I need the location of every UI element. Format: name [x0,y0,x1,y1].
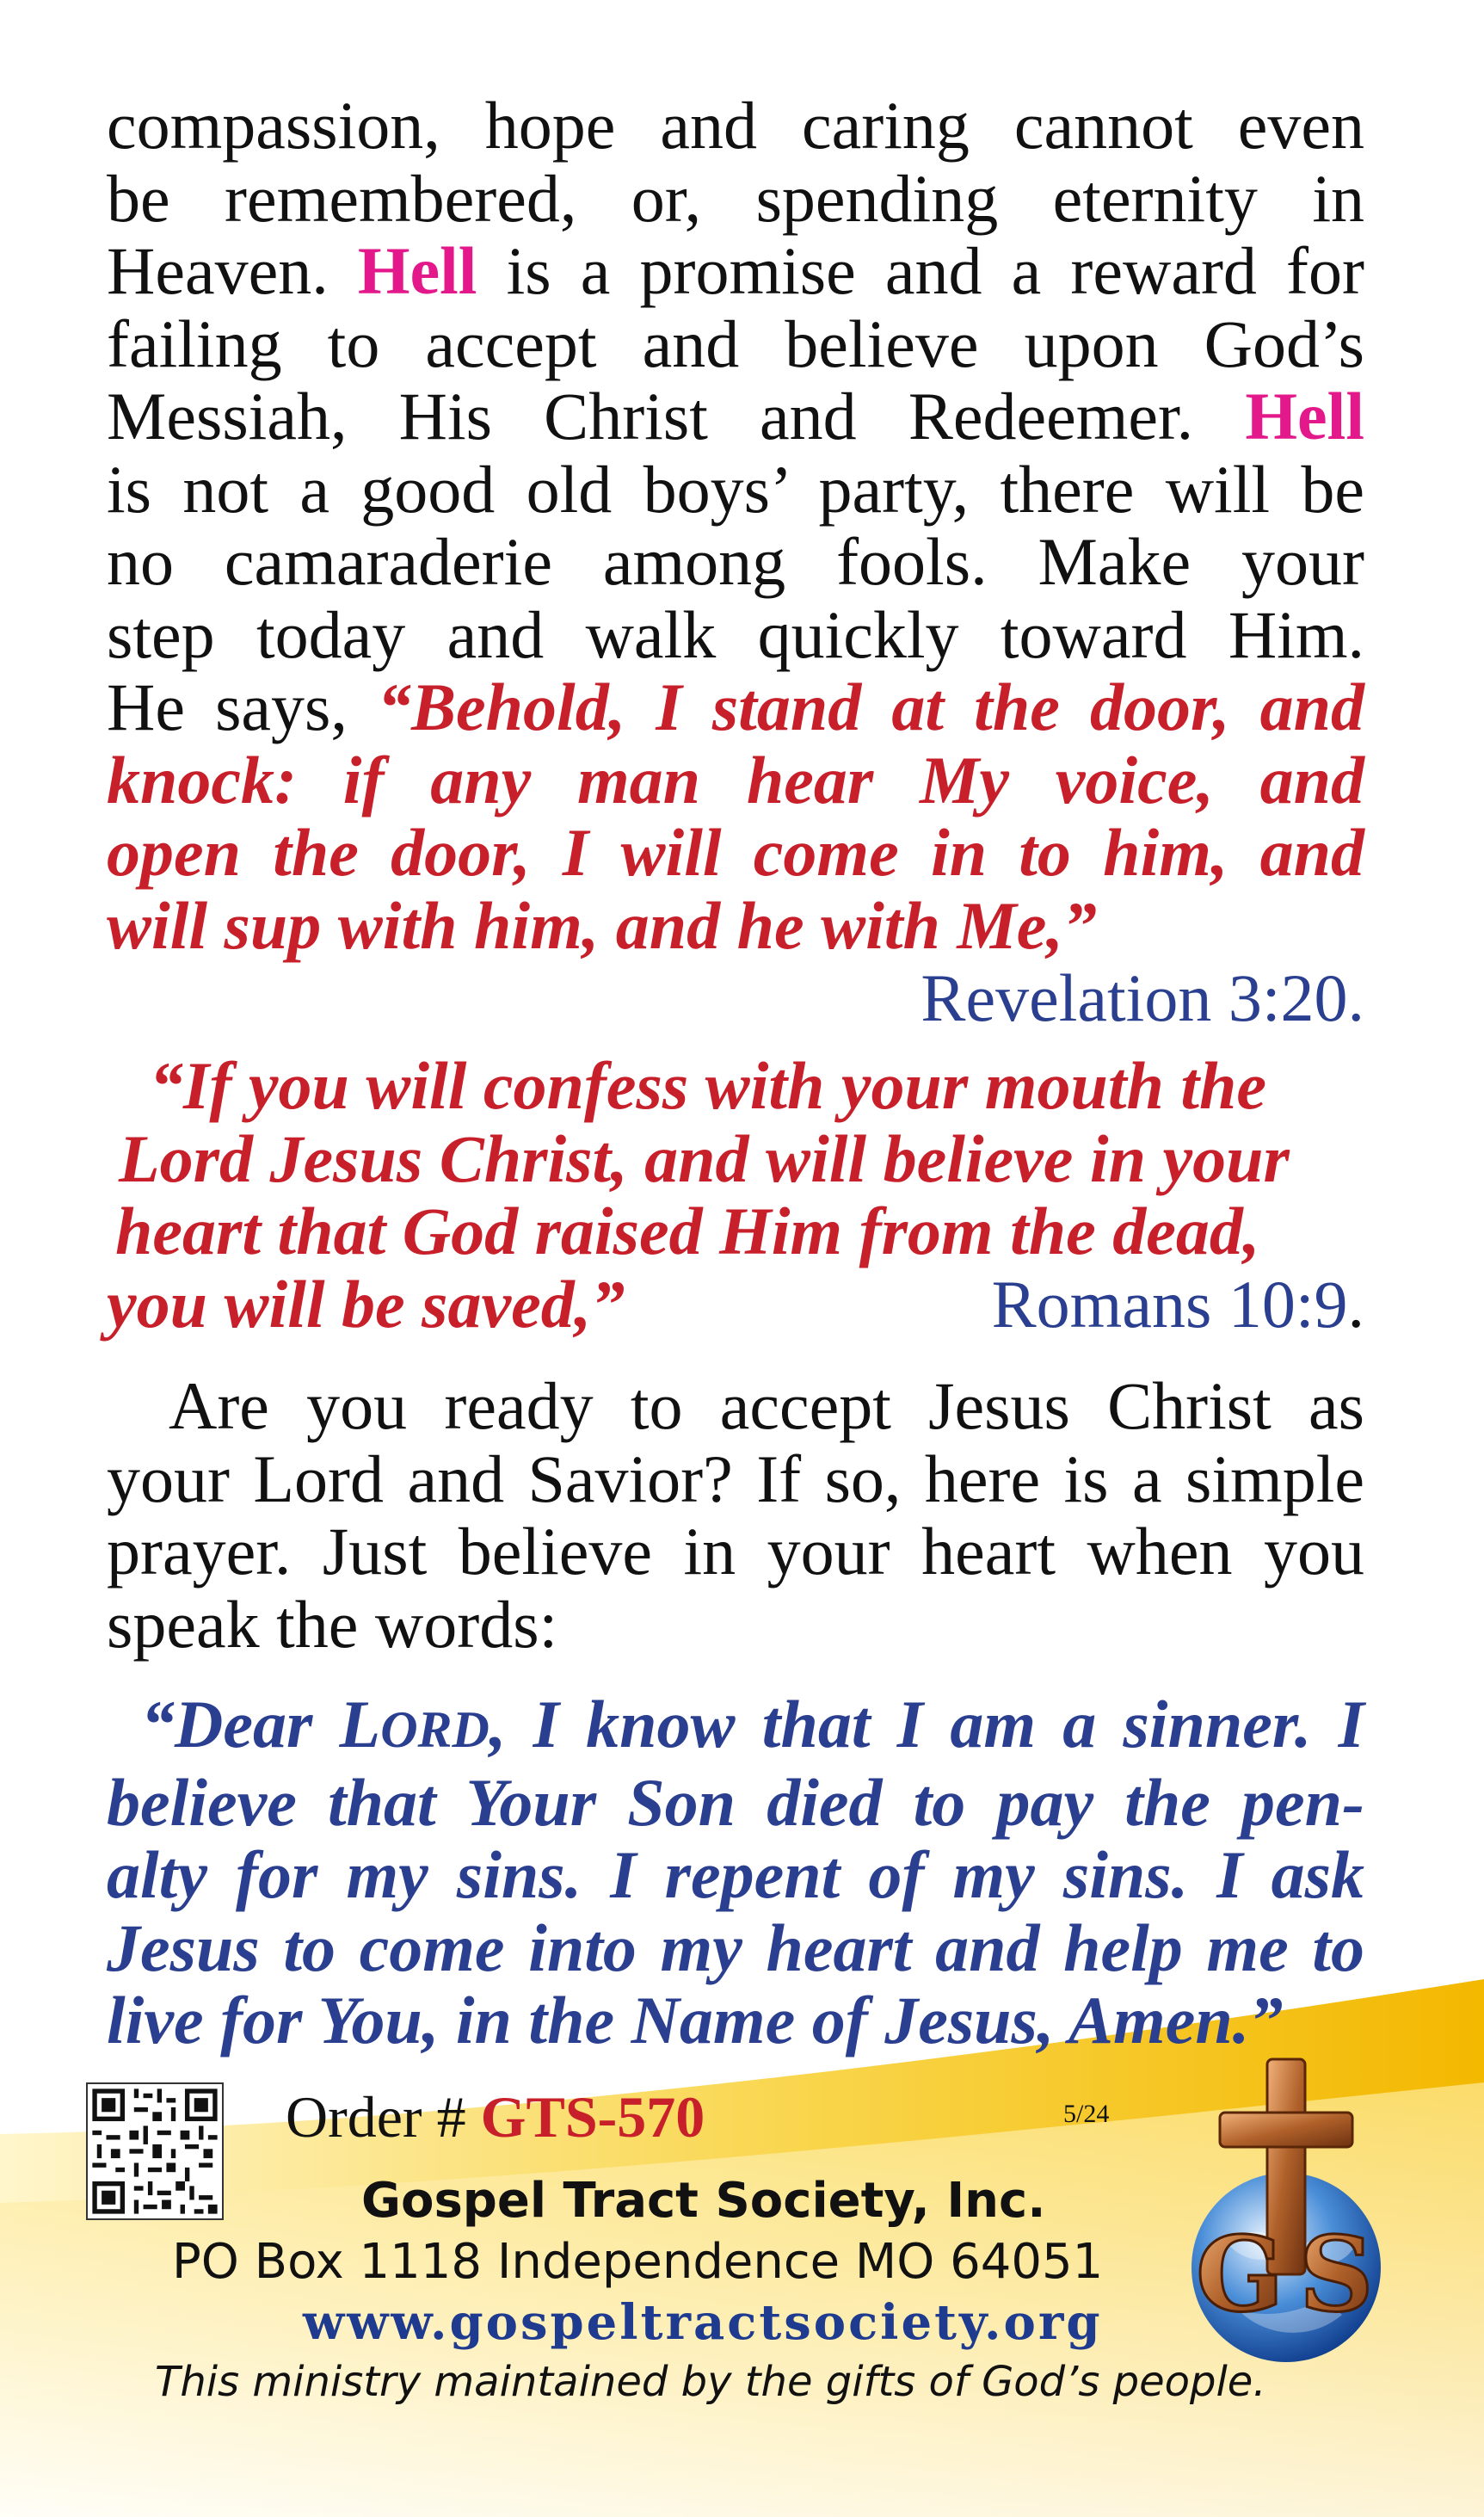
text-line: Are you ready to accept Jesus Christ as [169,1368,1364,1443]
prayer-line: “Dear LORD, I know that I am a sinner. I [141,1687,1364,1761]
text-line: He says, “Behold, I stand at the door, and [107,669,1364,744]
paragraph-invitation [107,1370,1364,1661]
text-line: step today and walk quickly toward Him. [107,596,1364,672]
prayer-line: alty for my sins. I repent of my sins. I ask [107,1837,1364,1912]
gts-globe-cross-logo [1144,2052,1428,2371]
text-line: failing to accept and believe upon God’s [107,305,1364,381]
paragraph-hell-warning [107,89,1364,1035]
text-line: be remembered, or, spending eternity in [107,160,1364,236]
hell-word: Hell [357,233,477,308]
organization-name: Gospel Tract Society, Inc. [361,2173,1046,2229]
prayer-line: live for You, in the Name of Jesus, Amen.” [107,1983,1284,2057]
mailing-address: PO Box 1118 Independence MO 64051 [172,2234,1104,2290]
text-line: Messiah, His Christ and Redeemer. Hell [107,379,1364,453]
prayer-line: Jesus to come into my heart and help me to [107,1909,1364,1985]
verse-line: will sup with him, and he with Me,” [107,887,1097,963]
text-line: prayer. Just believe in your heart when you [107,1514,1364,1589]
verse-reference: Revelation 3:20. [921,960,1364,1035]
verse-line: you will be saved,” Romans 10:9. [107,1266,1364,1342]
verse-text: “Behold, I stand at the door, and [378,669,1364,744]
text-line: Heaven. Hell is a promise and a reward for [107,233,1364,308]
verse-line: open the door, I will come in to him, and [107,815,1364,890]
website-link[interactable]: www.gospeltractsociety.org [303,2294,1103,2351]
svg-text:G: G [1196,2214,1284,2335]
text-line: no camaraderie among fools. Make your [107,524,1364,599]
print-date: 5/24 [1063,2100,1110,2128]
verse-line: “If you will confess with your mouth the [150,1048,1267,1123]
qr-code[interactable] [86,2082,224,2220]
text-line: compassion, hope and caring cannot even [107,88,1364,163]
verse-line: Lord Jesus Christ, and will believe in your [119,1120,1290,1196]
prayer [107,1688,1364,2057]
text-line: speak the words: [107,1586,558,1662]
text-line: your Lord and Savior? If so, here is a simple [107,1440,1364,1516]
romans-verse [107,1050,1364,1341]
ministry-tagline: This ministry maintained by the gifts of God’s people. [155,2358,1266,2406]
verse-line: heart that God raised Him from the dead, [115,1194,1260,1268]
text-line: is not a good old boys’ party, there will be [107,451,1364,527]
hell-word: Hell [1245,379,1364,453]
svg-text:S: S [1299,2214,1374,2335]
verse-reference: Romans 10:9 [991,1266,1348,1342]
order-code: GTS-570 [480,2084,705,2150]
order-number: Order # GTS-570 [286,2084,705,2150]
prayer-line: believe that Your Son died to pay the pen- [107,1764,1364,1840]
verse-line: knock: if any man hear My voice, and [107,742,1364,817]
